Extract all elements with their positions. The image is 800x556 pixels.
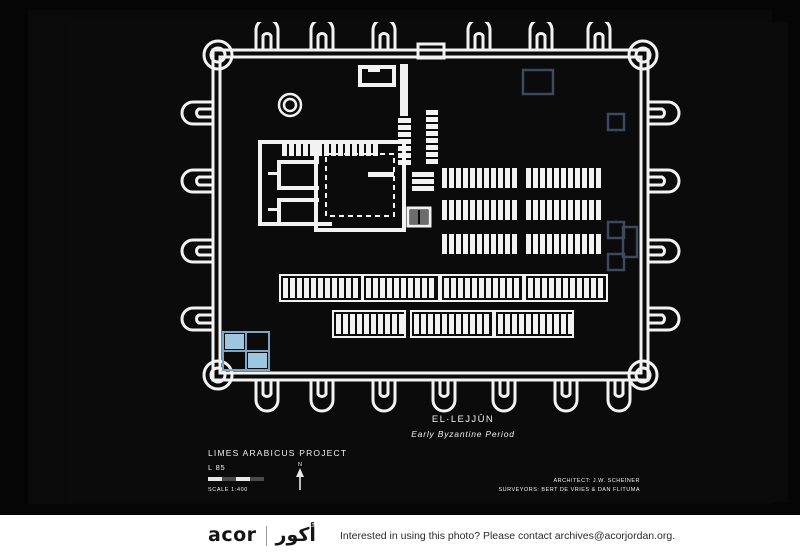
photo-usage-note <box>340 530 675 542</box>
north-label: N <box>298 462 302 468</box>
scale-label: SCALE 1:400 <box>208 487 248 493</box>
site-plan-drawing <box>68 22 788 502</box>
slide-plate <box>28 10 772 504</box>
acor-logo-latin: acor <box>208 524 257 546</box>
plan-svg <box>68 22 788 502</box>
site-title: EL·LEJJŪN <box>431 414 495 425</box>
project-title: LIMES ARABICUS PROJECT <box>208 448 348 458</box>
south-interval-towers <box>256 380 630 411</box>
credit-architect: ARCHITECT: J.W. SCHEINER <box>553 478 640 484</box>
footer-logo-group <box>208 526 675 546</box>
archives-email-link[interactable]: archives@acorjordan.org <box>554 529 673 542</box>
east-interval-towers <box>648 102 679 330</box>
plan-number: L 85 <box>208 463 226 472</box>
north-arrow-icon <box>296 468 304 490</box>
scale-bar <box>208 477 264 481</box>
west-interval-towers <box>182 102 213 330</box>
north-interval-towers <box>256 22 610 50</box>
footer-bar <box>0 515 800 556</box>
barracks-lower <box>283 278 603 334</box>
principia-hall-rooms <box>410 210 428 224</box>
usage-note-prefix: Interested in using this photo? Please contact <box>339 529 555 542</box>
acor-logo-arabic: أكور <box>275 524 316 546</box>
cistern-circle <box>279 94 301 116</box>
credit-surveyors: SURVEYORS: BERT DE VRIES & DAN FLITUMA <box>498 487 640 493</box>
site-subtitle: Early Byzantine Period <box>411 429 515 439</box>
usage-note-suffix: . <box>672 529 676 542</box>
logo-divider <box>266 526 267 546</box>
barracks-upper-right <box>442 168 601 254</box>
